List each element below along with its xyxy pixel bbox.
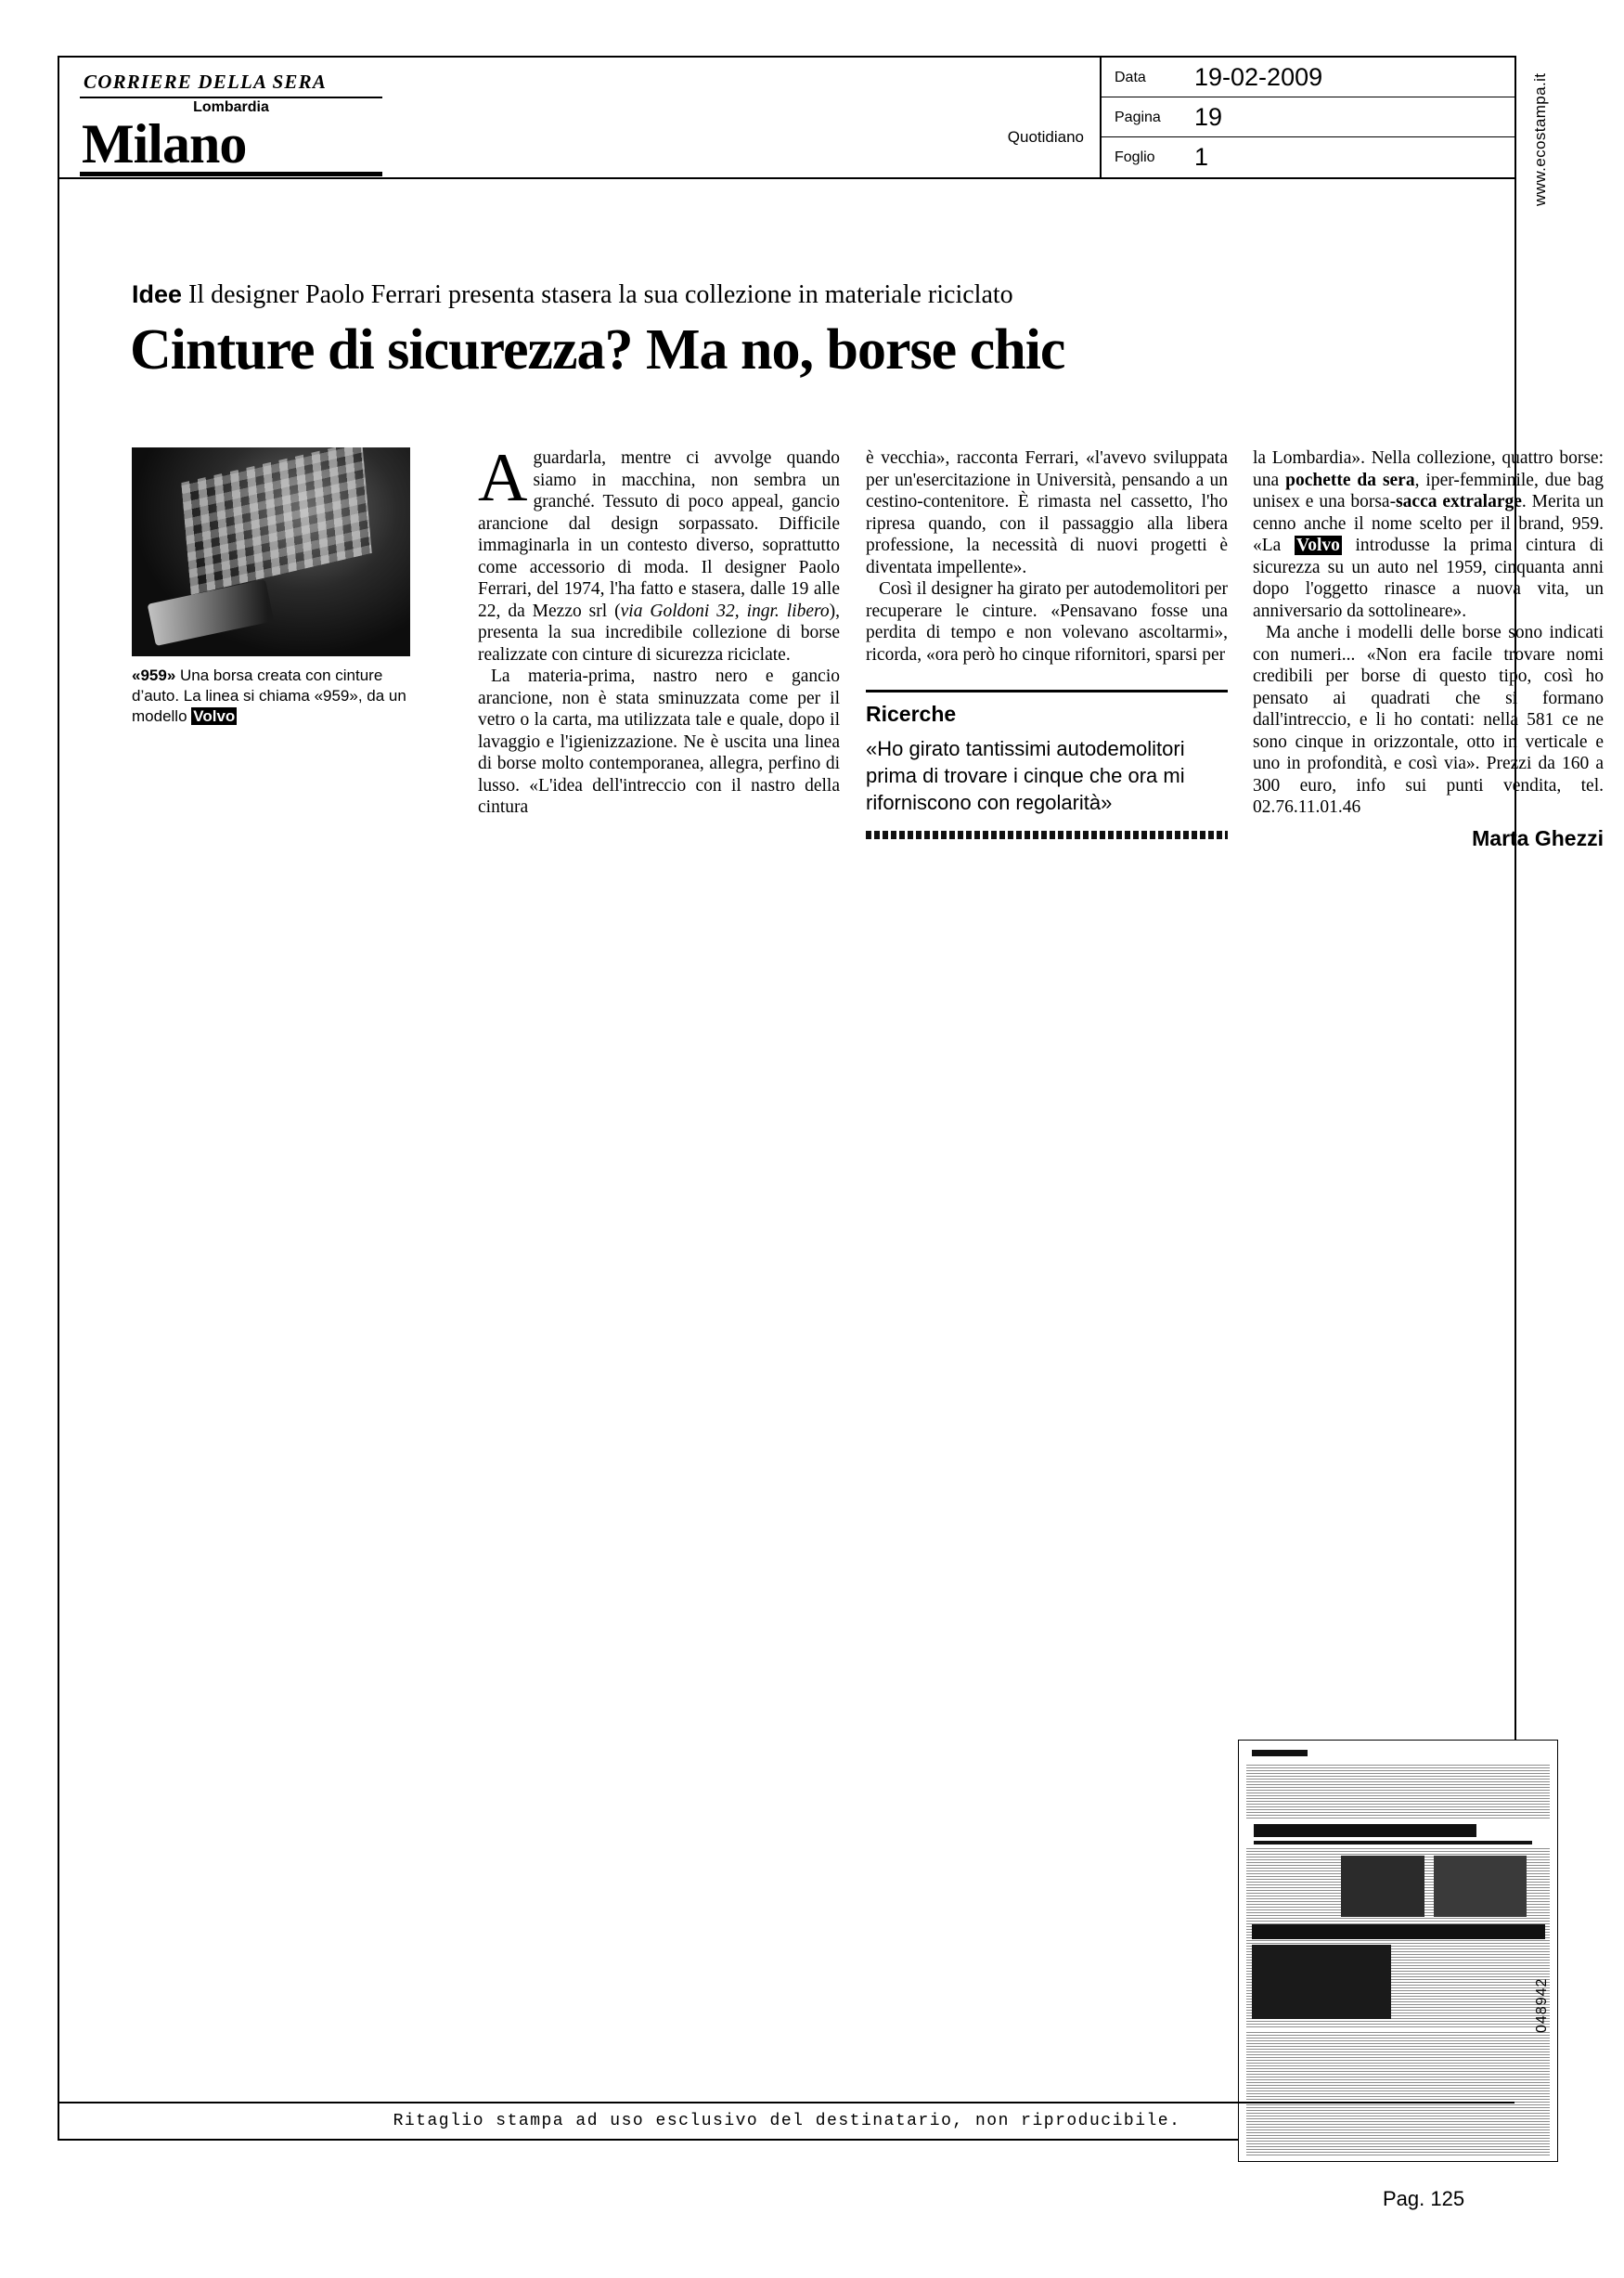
article-headline: Cinture di sicurezza? Ma no, borse chic	[130, 318, 1065, 382]
paragraph-3: è vecchia», racconta Ferrari, «l'avevo sviluppata per un'esercitazione in Università, pensando a un cestino-contenitore. È rimasta nel cassetto, l'ho ripresa quando, con il passaggio alla libera professione, la necessità di nuovi progetti è diventata impellente».	[866, 448, 1228, 577]
article-figure	[132, 447, 410, 727]
metadata-value-data: 19-02-2009	[1194, 63, 1323, 91]
clipping-metadata	[1100, 58, 1514, 179]
thumbnail-headline-2	[1252, 1924, 1545, 1939]
thumbnail-image-1	[1341, 1856, 1424, 1917]
paragraph-6: Ma anche i modelli delle borse sono indicati con numeri... «Non era facile trovare nomi credibili per borse di questo tipo, così ho pensato ai quadrati che si formano dall'intreccio, e li ho contati: nella 581 ce ne sono cinque in orizzontale, otto in verticale e uno in profondità, e così via». Prezzi da 160 a 300 euro, info sui punti vendita, tel. 02.76.11.01.46	[1253, 623, 1604, 817]
paragraph-5	[1253, 447, 1604, 622]
thumbnail-divider	[1246, 2028, 1552, 2032]
pullquote-title: Ricerche	[866, 702, 957, 726]
article-byline: Marta Ghezzi	[1472, 825, 1604, 850]
brand-name: CORRIERE DELLA SERA	[84, 71, 328, 93]
bag-photo	[132, 447, 410, 656]
metadata-label-foglio: Foglio	[1115, 149, 1155, 165]
metadata-value-pagina: 19	[1194, 103, 1223, 131]
kicker-text: Il designer Paolo Ferrari presenta stasera la sua collezione in materiale riciclato	[182, 280, 1013, 309]
metadata-value-foglio: 1	[1194, 143, 1209, 171]
brand-edition: Lombardia	[193, 99, 269, 115]
vertical-site-url: www.ecostampa.it	[1531, 72, 1549, 206]
paragraph-5-bold-1: pochette da sera	[1285, 470, 1415, 490]
metadata-row-pagina	[1102, 97, 1514, 137]
paragraph-5-f: introdusse la prima cintura di sicurezza su un auto nel 1959, cinquanta anni dopo l'oggetto rinasce a nuova vita, un anniversario da sottolineare».	[1253, 536, 1604, 621]
paragraph-5-e: . Merita un cenno anche il nome scelto per il brand, 959. «La	[1253, 492, 1604, 555]
kicker-tag: Idee	[132, 280, 183, 308]
paragraph-1-text: guardarla, mentre ci avvolge quando siamo in macchina, non sembra un granché. Tessuto di poco appeal, gancio arancione dal design sorpassato. Difficile immaginarla in un contesto diverso, soprattutto come accessorio di moda. Il designer Paolo Ferrari, del 1974, l'ha fatto e stasera, dalle 19 alle 22, da Mezzo srl (	[478, 448, 840, 621]
newspaper-brand	[80, 71, 382, 176]
masthead	[59, 58, 1514, 179]
paragraph-5-bold-2: sacca extralarge	[1396, 492, 1522, 511]
pullquote-rule	[866, 831, 1228, 839]
metadata-label-data: Data	[1115, 70, 1146, 85]
pullquote-text: «Ho girato tantissimi autodemolitori prima di trovare i cinque che ora mi riforniscono con regolarità»	[866, 736, 1185, 814]
caption-lead: «959»	[132, 667, 176, 684]
column-text-3	[1253, 447, 1604, 849]
thumbnail-logo	[1252, 1750, 1308, 1756]
thumbnail-headline-1	[1254, 1824, 1476, 1837]
caption-text: Una borsa creata con cinture d’auto. La linea si chiama «959», da un modello	[132, 667, 406, 725]
page-number: Pag. 125	[1383, 2187, 1465, 2210]
column-text-1	[478, 440, 840, 819]
paragraph-1	[478, 440, 840, 666]
column-photo	[132, 447, 410, 727]
brand-city: Milano	[80, 116, 382, 176]
paragraph-1-end: ), presenta la sua incredibile collezione di borse realizzate con cinture di sicurezza riciclate.	[478, 601, 840, 665]
thumbnail-subhead-1	[1254, 1841, 1532, 1844]
periodicity-label: Quotidiano	[1007, 128, 1084, 146]
caption-highlight-volvo: Volvo	[193, 707, 236, 725]
paragraph-2: La materia-prima, nastro nero e gancio arancione, non è stata sminuzzata come per il vetro o la carta, ma utilizzata tale e quale, dopo il lavaggio e l'igienizzazione. Ne è uscita una linea di borse molto contemporanea, allegra, perfino di lusso. «L'idea dell'intreccio con il nastro della cintura	[478, 667, 840, 817]
metadata-label-pagina: Pagina	[1115, 110, 1161, 125]
photo-caption	[132, 666, 410, 727]
paragraph-5-a: la Lombardia». Nella collezione, quattro borse: una	[1253, 448, 1604, 490]
thumbnail-image-2	[1434, 1856, 1527, 1917]
article-kicker	[132, 280, 1487, 310]
thumbnail-image-3	[1252, 1945, 1391, 2019]
pullquote-box	[866, 690, 1228, 839]
text-highlight-volvo: Volvo	[1295, 536, 1340, 555]
footer-notice: Ritaglio stampa ad uso esclusivo del destinatario, non riproducibile.	[59, 2102, 1514, 2139]
paragraph-1-italic: via Goldoni 32, ingr. libero	[620, 601, 830, 621]
metadata-row-data	[1102, 58, 1514, 97]
vertical-clipping-code: 048942	[1534, 1977, 1550, 2033]
metadata-row-foglio	[1102, 137, 1514, 177]
column-text-2	[866, 447, 1228, 839]
paragraph-5-c: , iper-femminile, due bag unisex e una borsa-	[1253, 470, 1605, 511]
drop-cap: A	[478, 440, 528, 516]
page-thumbnail	[1238, 1740, 1558, 2162]
paragraph-4: Così il designer ha girato per autodemolitori per recuperare le cinture. «Pensavano fosse una perdita di tempo e non volevano ascoltarmi», ricorda, «ora però ho cinque rifornitori, sparsi per	[866, 579, 1228, 665]
brand-divider	[80, 97, 382, 98]
